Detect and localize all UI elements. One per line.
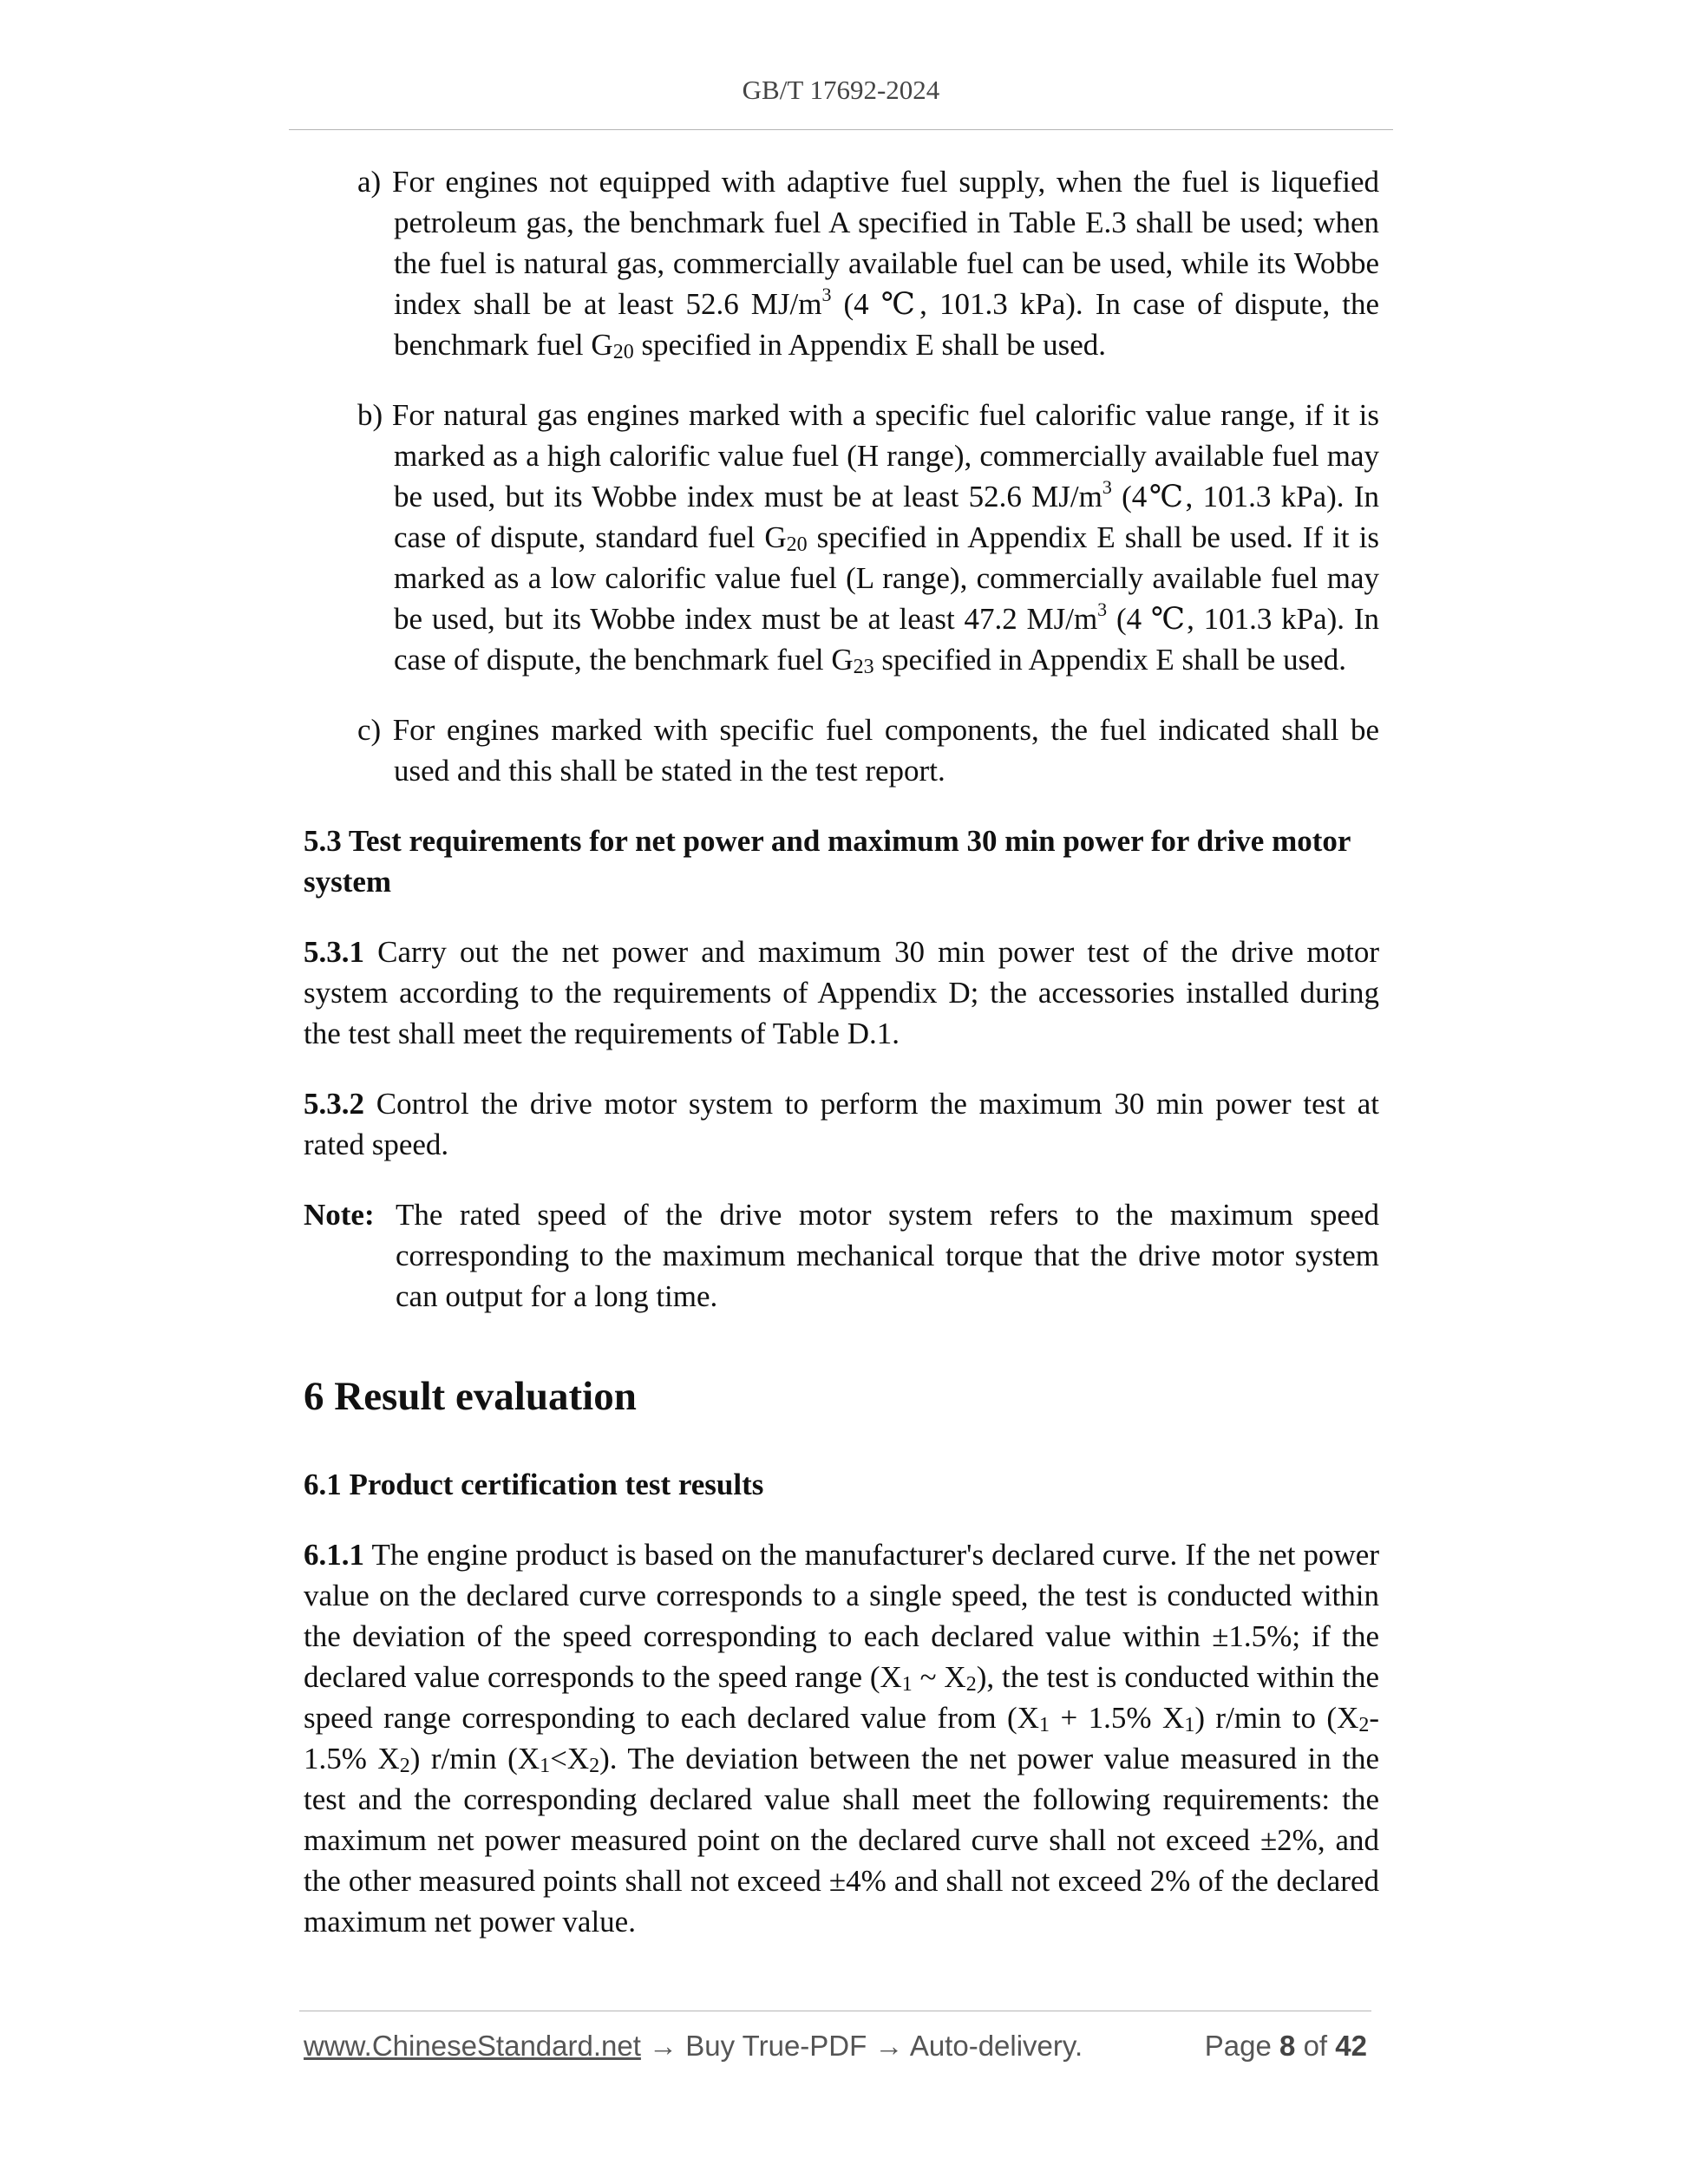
clause-5-3-1: 5.3.1 Carry out the net power and maximum 30 min power test of the drive motor system according to the requirements of Appendix D; the accessories installed during the test shall meet the requirements of Table D.1. — [304, 935, 1379, 1050]
footer-promo: → Buy True-PDF → Auto-delivery. — [640, 2030, 1083, 2062]
section-6-heading: 6 Result evaluation — [304, 1374, 637, 1419]
section-5-3-heading: 5.3 Test requirements for net power and maximum 30 min power for drive motor system — [304, 824, 1351, 899]
clause-5-3-2: 5.3.2 Control the drive motor system to perform the maximum 30 min power test at rated speed. — [304, 1087, 1379, 1161]
header-divider — [289, 129, 1393, 130]
list-item-b: b) For natural gas engines marked with a specific fuel calorific value range, if it is marked as a high calorific value fuel (H range), commercially available fuel may be used, but its Wobbe index must be at least 52.6 $MJ/m^3$ (4℃, 101.3 kPa). In case of dispute, standard fuel $G_{20}$ specified in Appendix E shall be used. If it is marked as a low calorific value fuel (L range), commercially available fuel may be used, but its Wobbe index must be at least 47.2 $MJ/m^3$ (4 ℃, 101.3 kPa). In case of dispute, the benchmark fuel $G_{23}$ specified in Appendix E shall be used. — [357, 398, 1379, 678]
section-6-1-heading: 6.1 Product certification test results — [304, 1468, 764, 1501]
page-number: Page 8 of 42 — [1204, 2030, 1367, 2062]
page-content — [304, 161, 1379, 1971]
note-text: The rated speed of the drive motor system refers to the maximum speed corresponding to the maximum mechanical torque that the drive motor system can output for a long time. — [396, 1198, 1379, 1313]
note-block — [304, 1194, 1379, 1317]
clause-6-1-1: 6.1.1 The engine product is based on the manufacturer's declared curve. If the net power value on the declared curve corresponds to a single speed, the test is conducted within the deviation of the speed corresponding to each declared value within ±1.5%; if the declared value corresponds to the speed range ($X_1$ ~ $X_2$), the test is conducted within the speed range corresponding to each declared value from ($X_1 + 1.5\%$ $X_1$) r/min to ($X_2-1.5\%$ $X_2$) r/min $(X_1<X_2)$. The deviation between the net power value measured in the test and the corresponding declared value shall meet the following requirements: the maximum net power measured point on the declared curve shall not exceed ±2%, and the other measured points shall not exceed ±4% and shall not exceed 2% of the declared maximum net power value. — [304, 1538, 1380, 1939]
footer-left — [304, 2030, 1083, 2063]
page-header: GB/T 17692-2024 — [742, 75, 940, 105]
website-link[interactable]: www.ChineseStandard.net — [304, 2030, 641, 2062]
note-label: Note: — [304, 1198, 375, 1232]
page-footer — [304, 2030, 1367, 2063]
list-item-c: c) For engines marked with specific fuel components, the fuel indicated shall be used and this shall be stated in the test report. — [357, 713, 1379, 788]
list-item-a: a) For engines not equipped with adaptive fuel supply, when the fuel is liquefied petroleum gas, the benchmark fuel A specified in Table E.3 shall be used; when the fuel is natural gas, commercially available fuel can be used, while its Wobbe index shall be at least 52.6 $MJ/m^3$ (4 ℃, 101.3 kPa). In case of dispute, the benchmark fuel $G_{20}$ specified in Appendix E shall be used. — [357, 165, 1379, 363]
